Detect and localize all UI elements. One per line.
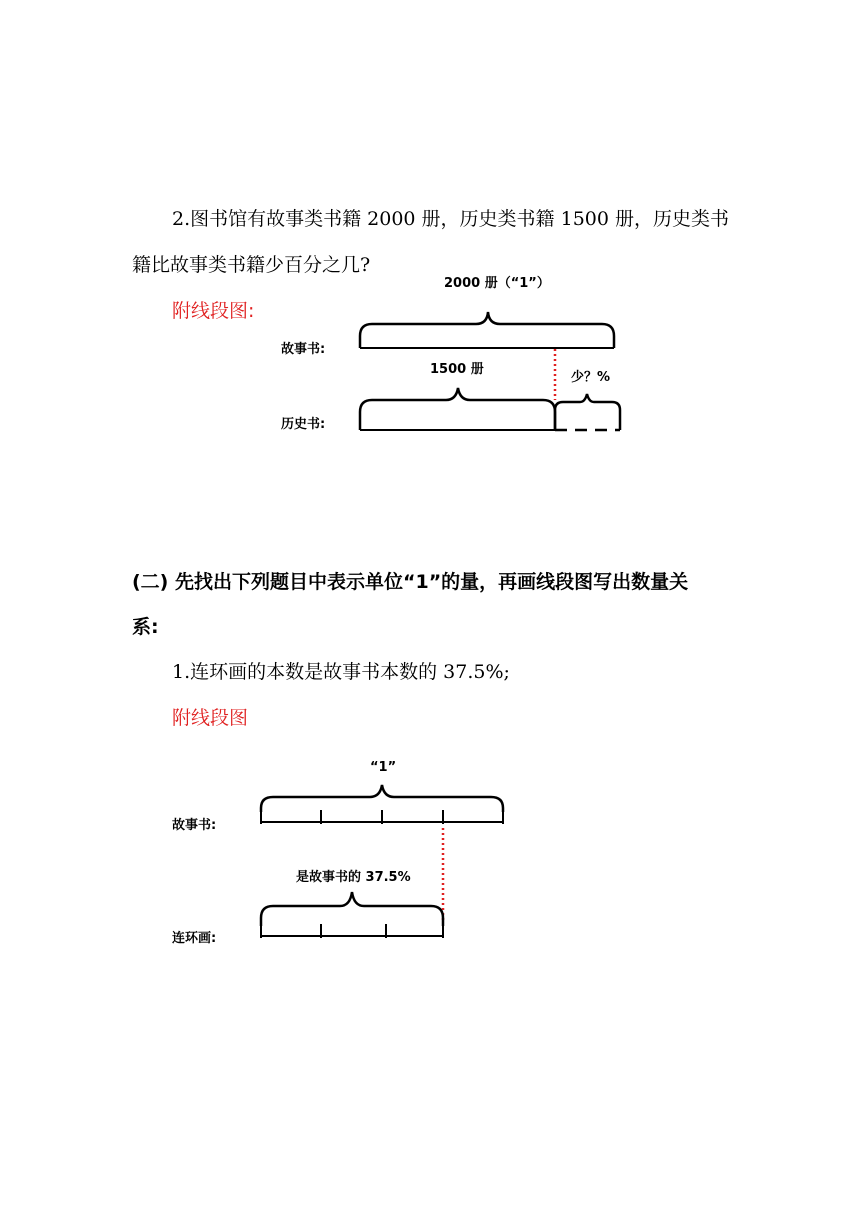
problem1-diagram-title: 附线段图 (172, 707, 249, 729)
section2-heading-line2: 系: (132, 616, 159, 638)
diagram1-row2-label: 历史书: (281, 417, 326, 432)
diagram2-part-label: 是故事书的 37.5% (296, 870, 411, 885)
diagram2-unit-label: “1” (370, 760, 397, 775)
diagram2-unit-brace (261, 785, 503, 812)
diagram2-row2-label: 连环画: (172, 931, 217, 946)
problem2-line1: 2.图书馆有故事类书籍 2000 册，历史类书籍 1500 册，历史类书 (172, 208, 729, 230)
diagram2-part-brace (261, 892, 443, 926)
section2-heading-line1: (二) 先找出下列题目中表示单位“1”的量，再画线段图写出数量关 (132, 571, 689, 593)
diagram1-total-label: 2000 册（“1”） (444, 276, 550, 291)
problem2-line2: 籍比故事类书籍少百分之几? (132, 254, 371, 276)
problem1-text: 1.连环画的本数是故事书本数的 37.5%; (172, 661, 510, 683)
diagram2-row1-label: 故事书: (172, 818, 217, 833)
diagram1-part-label: 1500 册 (430, 362, 484, 377)
problem2-diagram-title: 附线段图: (172, 300, 255, 322)
diagram1-row1-label: 故事书: (281, 342, 326, 357)
diagram1-diff-label: 少？% (571, 370, 611, 385)
